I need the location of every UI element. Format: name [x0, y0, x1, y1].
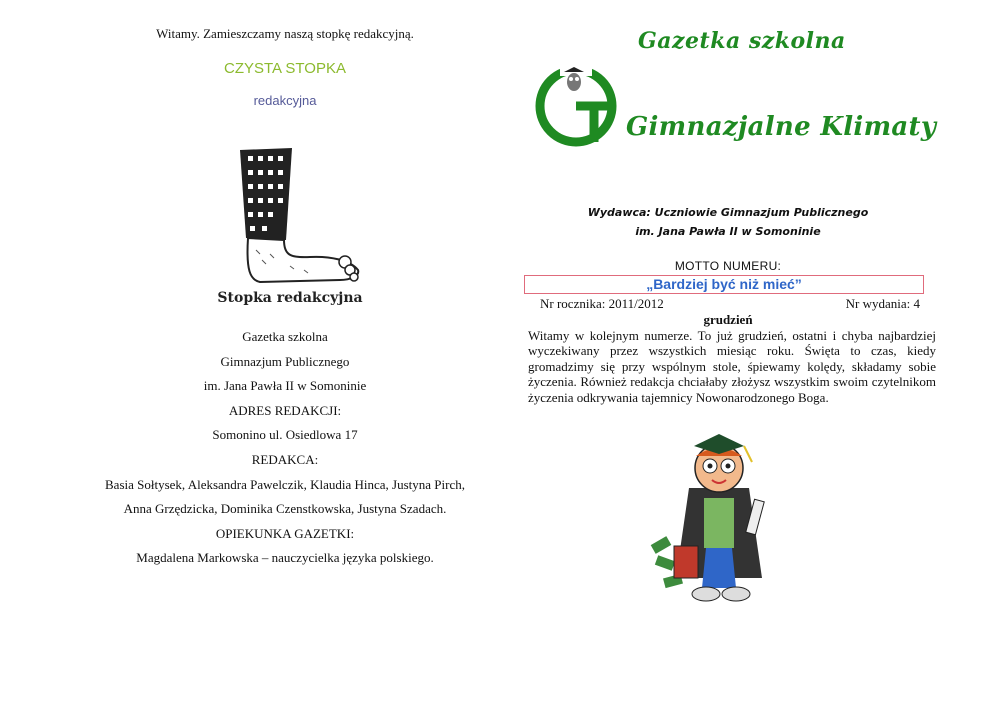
foot-caption: Stopka redakcyjna [217, 290, 363, 306]
info-line: ADRES REDAKCJI: [228, 402, 342, 418]
issue-meta [540, 296, 920, 312]
info-line: Basia Sołtysek, Aleksandra Pawelczik, Klaudia Hinca, Justyna Pirch, [105, 476, 465, 492]
info-line: Gazetka szkolna [242, 329, 328, 344]
colophon-info [60, 325, 510, 571]
info-line: Magdalena Markowska – nauczycielka języka polskiego. [136, 550, 434, 566]
issue-month: grudzień [703, 312, 753, 327]
newsletter-title: Gazetka szkolna [638, 28, 846, 54]
info-line: Gimnazjum Publicznego [220, 353, 350, 369]
intro-text: Witamy. Zamieszczamy naszą stopkę redakcyjną. [156, 26, 414, 41]
publisher-line: im. Jana Pawła II w Somoninie [635, 225, 821, 238]
info-line: REDAKCA: [251, 451, 319, 467]
info-line: OPIEKUNKA GAZETKI: [215, 525, 355, 541]
info-line: Somonino ul. Osiedlowa 17 [212, 427, 358, 443]
publisher-line: Wydawca: Uczniowie Gimnazjum Publicznego [587, 206, 869, 219]
publisher [528, 203, 928, 241]
left-page [60, 0, 510, 702]
volume-number: Nr rocznika: 2011/2012 [540, 296, 664, 311]
issue-number: Nr wydania: 4 [845, 296, 920, 311]
intro-article: Witamy w kolejnym numerze. To już grudzień, ostatni i chyba najbardziej wyczekiwany przez wszystkich miesiąc roku. Święta to czas, kiedy gromadzimy się przy wspólnym stole, śpiewamy kolędy, składamy sobie życzenia. Również redakcja chciałaby złożysz wszystkim swoim czytelnikom życzenia odkrywania tajemnicy Nowonarodzonego Boga. [528, 328, 936, 405]
info-line: Anna Grzędzicka, Dominika Czenstkowska, Justyna Szadach. [123, 501, 447, 517]
owl-icon [564, 67, 584, 91]
motto-label: MOTTO NUMERU: [674, 259, 782, 273]
brand-title: CZYSTA STOPKA [224, 60, 346, 77]
motto: „Bardziej być niż mieć” [524, 275, 924, 294]
student-illustration [644, 428, 794, 608]
foot-illustration [200, 120, 380, 320]
info-line: im. Jana Pawła II w Somoninie [203, 378, 367, 394]
right-page [528, 0, 938, 702]
school-logo-icon [530, 58, 626, 150]
newsletter-name: Gimnazjalne Klimaty [626, 112, 937, 142]
brand-subtitle: redakcyjna [253, 93, 317, 108]
